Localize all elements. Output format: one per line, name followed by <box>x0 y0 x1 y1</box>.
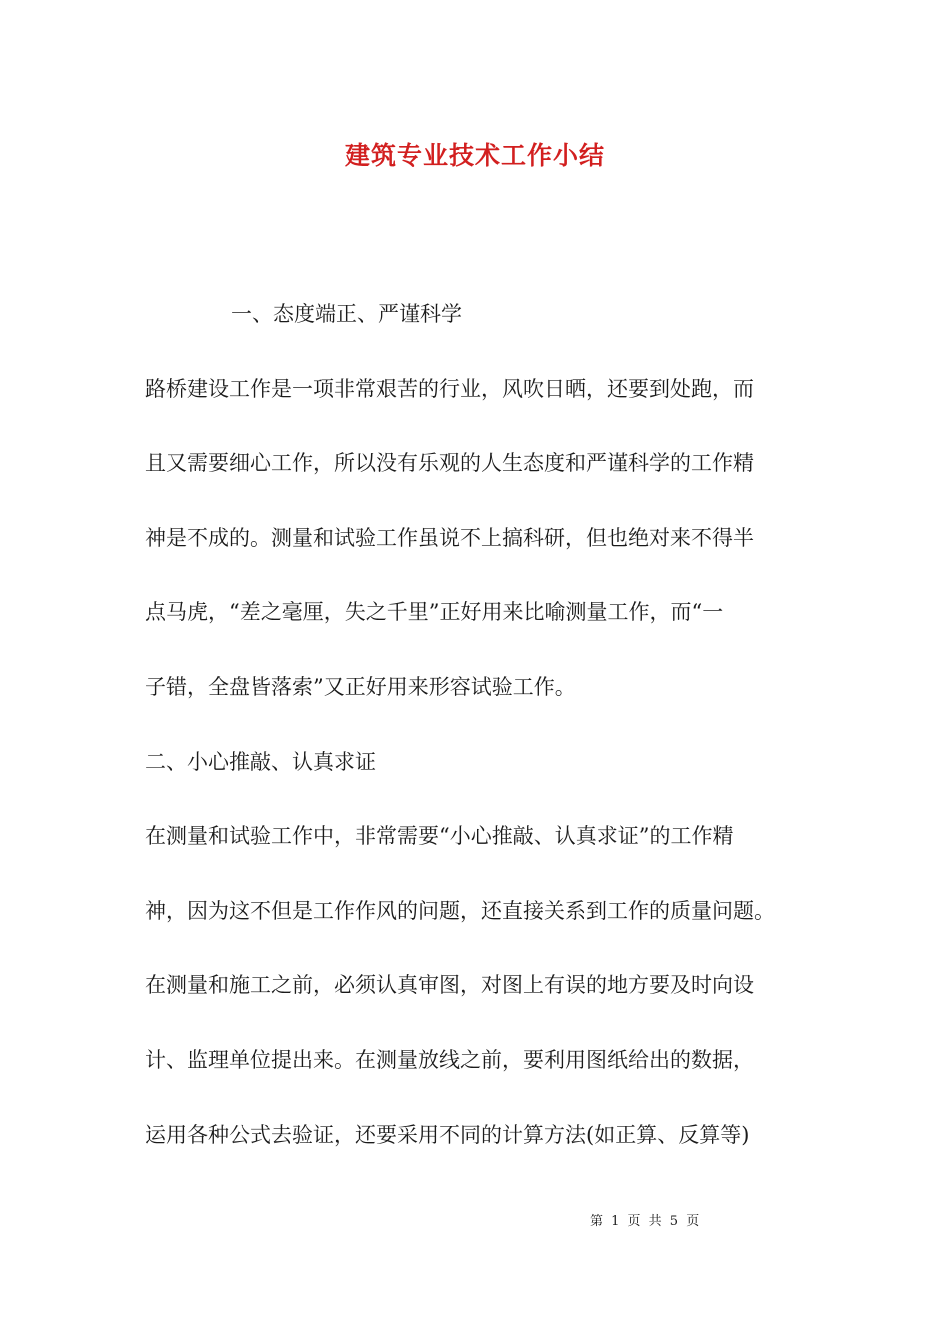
document-title: 建筑专业技术工作小结 <box>344 141 605 170</box>
paragraph-line: 点马虎，“差之毫厘，失之千里”正好用来比喻测量工作，而“一 <box>145 600 724 625</box>
paragraph-line: 路桥建设工作是一项非常艰苦的行业，风吹日晒，还要到处跑，而 <box>145 376 754 401</box>
section-heading-2: 二、小心推敲、认真求证 <box>145 749 376 774</box>
section-heading-1: 一、态度端正、严谨科学 <box>231 302 462 326</box>
paragraph-line: 且又需要细心工作，所以没有乐观的人生态度和严谨科学的工作精 <box>145 451 754 476</box>
paragraph-line: 计、监理单位提出来。在测量放线之前，要利用图纸给出的数据， <box>145 1047 754 1072</box>
paragraph-line: 在测量和施工之前，必须认真审图，对图上有误的地方要及时向设 <box>145 973 754 998</box>
paragraph-line: 神，因为这不但是工作作风的问题，还直接关系到工作的质量问题。 <box>145 898 775 923</box>
document-body <box>145 277 810 1172</box>
page-number-footer: 第 1 页 共 5 页 <box>590 1214 702 1229</box>
paragraph-line: 在测量和试验工作中，非常需要“小心推敲、认真求证”的工作精 <box>145 824 734 849</box>
paragraph-line: 神是不成的。测量和试验工作虽说不上搞科研，但也绝对来不得半 <box>145 525 754 550</box>
paragraph-line: 子错，全盘皆落索”又正好用来形容试验工作。 <box>145 674 576 699</box>
paragraph-line: 运用各种公式去验证，还要采用不同的计算方法(如正算、反算等) <box>145 1122 750 1147</box>
